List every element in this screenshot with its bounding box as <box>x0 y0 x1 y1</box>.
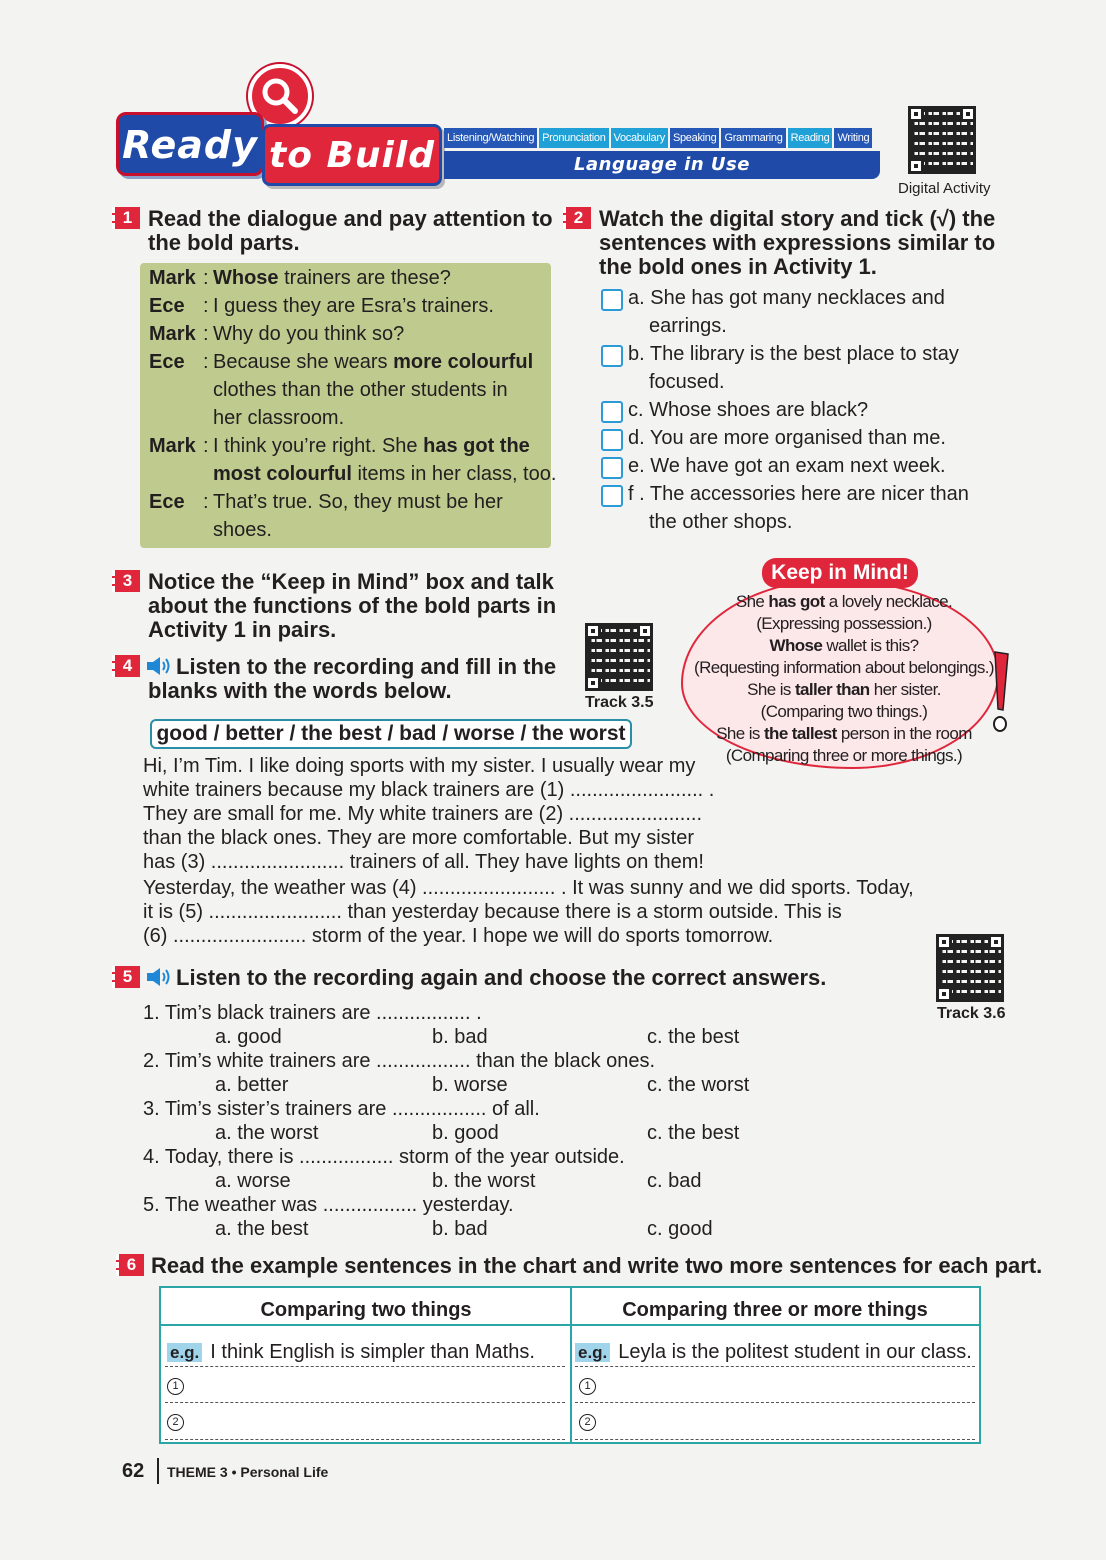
option-c[interactable]: c. the worst <box>647 1074 750 1096</box>
option-a[interactable]: a. worse <box>215 1170 291 1192</box>
tick-checkbox[interactable] <box>601 457 623 479</box>
keep-in-mind-line <box>685 613 1003 635</box>
skill-speaking: Speaking <box>670 128 719 148</box>
text: items in her class, too. <box>351 463 557 485</box>
colon: : <box>203 491 209 513</box>
text: (Requesting information about belongings.) <box>694 658 994 677</box>
activity-number: 1 <box>112 207 140 229</box>
bold-phrase: more colourful <box>393 351 534 373</box>
dialogue-line <box>213 348 533 376</box>
qr-code-icon[interactable] <box>585 623 653 691</box>
keep-in-mind-line <box>685 635 1003 657</box>
ready-text: Ready <box>122 123 258 167</box>
text: That’s true. So, they must be her <box>213 491 503 513</box>
text: Why do you think so? <box>213 323 405 345</box>
paragraph-line: has (3) ........................ trainers of all. They have lights on them! <box>143 851 704 873</box>
activity-1-title <box>148 207 553 255</box>
to-build-text: to Build <box>269 135 435 176</box>
skill-bar <box>444 128 880 150</box>
paragraph-line: than the black ones. They are more comfortable. But my sister <box>143 827 694 849</box>
skill-pronunciation: Pronunciation <box>539 128 608 148</box>
colon: : <box>203 267 209 289</box>
skill-grammaring: Grammaring <box>721 128 785 148</box>
text: I think you’re right. She <box>213 435 424 457</box>
title-line: Activity 1 in pairs. <box>148 617 337 642</box>
colon: : <box>203 351 209 373</box>
dialogue-line <box>213 404 344 432</box>
tick-item-line: d. You are more organised than me. <box>628 427 946 449</box>
activity-2-title <box>599 207 995 279</box>
text: (Expressing possession.) <box>756 614 932 633</box>
title-line: Notice the “Keep in Mind” box and talk <box>148 569 554 594</box>
activity-5-title <box>146 966 826 990</box>
keep-in-mind-line <box>685 591 1003 613</box>
example-text: I think English is simpler than Maths. <box>210 1341 535 1363</box>
answer-number: 1 <box>579 1378 596 1395</box>
option-c[interactable]: c. bad <box>647 1170 702 1192</box>
keep-in-mind-line <box>685 745 1003 767</box>
answer-number: 1 <box>167 1378 184 1395</box>
text: person in the room <box>836 724 972 743</box>
example-sentence <box>167 1338 535 1366</box>
text: a lovely necklace. <box>824 592 953 611</box>
eg-label: e.g. <box>167 1343 202 1362</box>
activity-number: 6 <box>116 1254 144 1276</box>
skill-listening: Listening/Watching <box>444 128 537 148</box>
keep-in-mind-line <box>685 701 1003 723</box>
example-sentence <box>575 1338 972 1366</box>
option-c[interactable]: c. the best <box>647 1026 740 1048</box>
speaker-icon[interactable] <box>146 967 172 987</box>
activity-number: 5 <box>112 966 140 988</box>
eg-label: e.g. <box>575 1343 610 1362</box>
option-c[interactable]: c. good <box>647 1218 713 1240</box>
colon: : <box>203 323 209 345</box>
text: her sister. <box>869 680 941 699</box>
keep-in-mind-line <box>685 657 1003 679</box>
text: I guess they are Esra’s trainers. <box>213 295 494 317</box>
option-b[interactable]: b. worse <box>432 1074 508 1096</box>
divider-line <box>575 1366 975 1367</box>
to-build-badge <box>262 124 442 186</box>
activity-6-title: Read the example sentences in the chart and write two more sentences for each part. <box>151 1253 1043 1278</box>
dialogue-line <box>213 320 404 348</box>
title-line: the bold ones in Activity 1. <box>599 254 877 279</box>
separator: • <box>227 1464 241 1480</box>
bold-phrase: taller than <box>794 680 870 699</box>
dialogue-line <box>213 432 530 460</box>
speaker-icon[interactable] <box>146 656 172 676</box>
ready-badge <box>116 112 264 176</box>
column-header: Comparing two things <box>260 1299 472 1321</box>
text: wallet is this? <box>822 636 919 655</box>
title-line: Listen to the recording and fill in the <box>176 654 557 679</box>
tick-checkbox[interactable] <box>601 485 623 507</box>
text: (Comparing three or more things.) <box>725 746 963 765</box>
question: 1. Tim’s black trainers are ................. . <box>143 1002 482 1024</box>
tick-item-line: f . The accessories here are nicer than <box>628 483 969 505</box>
tick-item-line: focused. <box>649 371 725 393</box>
title-line: sentences with expressions similar to <box>599 230 996 255</box>
column-divider <box>570 1288 572 1442</box>
bold-phrase: the tallest <box>763 724 837 743</box>
text: (Comparing two things.) <box>760 702 928 721</box>
tick-item-line: earrings. <box>649 315 727 337</box>
tick-checkbox[interactable] <box>601 345 623 367</box>
option-c[interactable]: c. the best <box>647 1122 740 1144</box>
paragraph-line: white trainers because my black trainers are (1) ........................ . <box>143 779 715 801</box>
skill-vocabulary: Vocabulary <box>611 128 668 148</box>
tick-item-line: c. Whose shoes are black? <box>628 399 869 421</box>
keep-in-mind-title: Keep in Mind! <box>762 558 918 588</box>
answer-line[interactable] <box>575 1439 975 1440</box>
question: 3. Tim’s sister’s trainers are ................. of all. <box>143 1098 540 1120</box>
keep-in-mind-line <box>685 679 1003 701</box>
dialogue-line <box>213 292 494 320</box>
colon: : <box>203 435 209 457</box>
tick-item-line: e. We have got an exam next week. <box>628 455 946 477</box>
speaker-name: Ece <box>149 491 185 513</box>
text: trainers are these? <box>278 267 451 289</box>
topic-label: Personal Life <box>240 1464 329 1480</box>
text: She is <box>747 680 795 699</box>
title-line: blanks with the words below. <box>148 678 452 703</box>
keep-in-mind-line <box>685 723 1003 745</box>
answer-line[interactable] <box>575 1402 975 1403</box>
paragraph-line: Yesterday, the weather was (4) ........................ . It was sunny and we did sports. Today, <box>143 877 914 899</box>
speaker-name: Ece <box>149 351 185 373</box>
skill-writing: Writing <box>834 128 872 148</box>
divider-line <box>165 1366 565 1367</box>
dialogue-line <box>213 488 503 516</box>
tick-checkbox[interactable] <box>601 429 623 451</box>
speaker-name: Mark <box>149 323 196 345</box>
qr-code-icon[interactable] <box>908 106 976 174</box>
answer-number: 2 <box>579 1414 596 1431</box>
paragraph-line: Hi, I’m Tim. I like doing sports with my sister. I usually wear my <box>143 755 696 777</box>
footer-divider <box>157 1458 159 1484</box>
text: shoes. <box>213 519 272 541</box>
speaker-name: Ece <box>149 295 185 317</box>
paragraph-line: it is (5) ........................ than yesterday because there is a storm outside. This is <box>143 901 842 923</box>
speaker-name: Mark <box>149 435 196 457</box>
tick-item-line: the other shops. <box>649 511 793 533</box>
title-line: Read the dialogue and pay attention to <box>148 206 553 231</box>
speaker-name: Mark <box>149 267 196 289</box>
track-label: Track 3.5 <box>585 694 654 711</box>
activity-3-title <box>148 570 556 642</box>
option-b[interactable]: b. the worst <box>432 1170 536 1192</box>
option-a[interactable]: a. the best <box>215 1218 309 1240</box>
title-line: Listen to the recording again and choose the correct answers. <box>176 965 827 990</box>
tick-item-line: a. She has got many necklaces and <box>628 287 945 309</box>
activity-number: 2 <box>563 207 591 229</box>
option-a[interactable]: a. better <box>215 1074 289 1096</box>
option-b[interactable]: b. bad <box>432 1218 488 1240</box>
section-title: Language in Use <box>444 151 880 179</box>
dialogue-line <box>213 264 451 292</box>
text: She <box>735 592 769 611</box>
paragraph-line: (6) ........................ storm of the year. I hope we will do sports tomorrow. <box>143 925 774 947</box>
option-b[interactable]: b. good <box>432 1122 499 1144</box>
bold-phrase: most colourful <box>213 463 352 485</box>
option-b[interactable]: b. bad <box>432 1026 488 1048</box>
option-a[interactable]: a. good <box>215 1026 282 1048</box>
bold-phrase: Whose <box>769 636 823 655</box>
bold-phrase: has got <box>768 592 825 611</box>
option-a[interactable]: a. the worst <box>215 1122 319 1144</box>
page-number: 62 <box>122 1460 145 1482</box>
header-divider <box>161 1324 979 1326</box>
tick-item-line: b. The library is the best place to stay <box>628 343 959 365</box>
question: 2. Tim’s white trainers are ................. than the black ones. <box>143 1050 656 1072</box>
activity-number: 3 <box>112 570 140 592</box>
title-line: the bold parts. <box>148 230 300 255</box>
comparison-chart <box>159 1286 981 1444</box>
tick-checkbox[interactable] <box>601 401 623 423</box>
text: Because she wears <box>213 351 394 373</box>
text: her classroom. <box>213 407 345 429</box>
column-header: Comparing three or more things <box>622 1299 928 1321</box>
qr-code-icon[interactable] <box>936 934 1004 1002</box>
dialogue-line <box>213 376 508 404</box>
dialogue-line <box>213 460 556 488</box>
question: 5. The weather was ................. yesterday. <box>143 1194 514 1216</box>
answer-number: 2 <box>167 1414 184 1431</box>
question: 4. Today, there is ................. storm of the year outside. <box>143 1146 625 1168</box>
activity-number: 4 <box>112 655 140 677</box>
text: She is <box>716 724 764 743</box>
bold-phrase: Whose <box>213 267 279 289</box>
digital-activity-label: Digital Activity <box>898 180 991 197</box>
title-line: about the functions of the bold parts in <box>148 593 557 618</box>
track-label: Track 3.6 <box>937 1005 1006 1022</box>
word-box: good / better / the best / bad / worse / the worst <box>150 719 632 749</box>
dialogue-line <box>213 516 272 544</box>
paragraph-line: They are small for me. My white trainers are (2) ........................ <box>143 803 703 825</box>
text: clothes than the other students in <box>213 379 508 401</box>
answer-line[interactable] <box>165 1439 565 1440</box>
activity-4-title <box>146 655 556 703</box>
theme-label: THEME 3 <box>167 1464 228 1480</box>
example-text: Leyla is the politest student in our class. <box>618 1341 972 1363</box>
answer-line[interactable] <box>165 1402 565 1403</box>
title-line: Watch the digital story and tick (√) the <box>599 206 996 231</box>
skill-reading: Reading <box>788 128 833 148</box>
colon: : <box>203 295 209 317</box>
bold-phrase: has got the <box>423 435 530 457</box>
tick-checkbox[interactable] <box>601 289 623 311</box>
footer-theme <box>167 1464 328 1480</box>
